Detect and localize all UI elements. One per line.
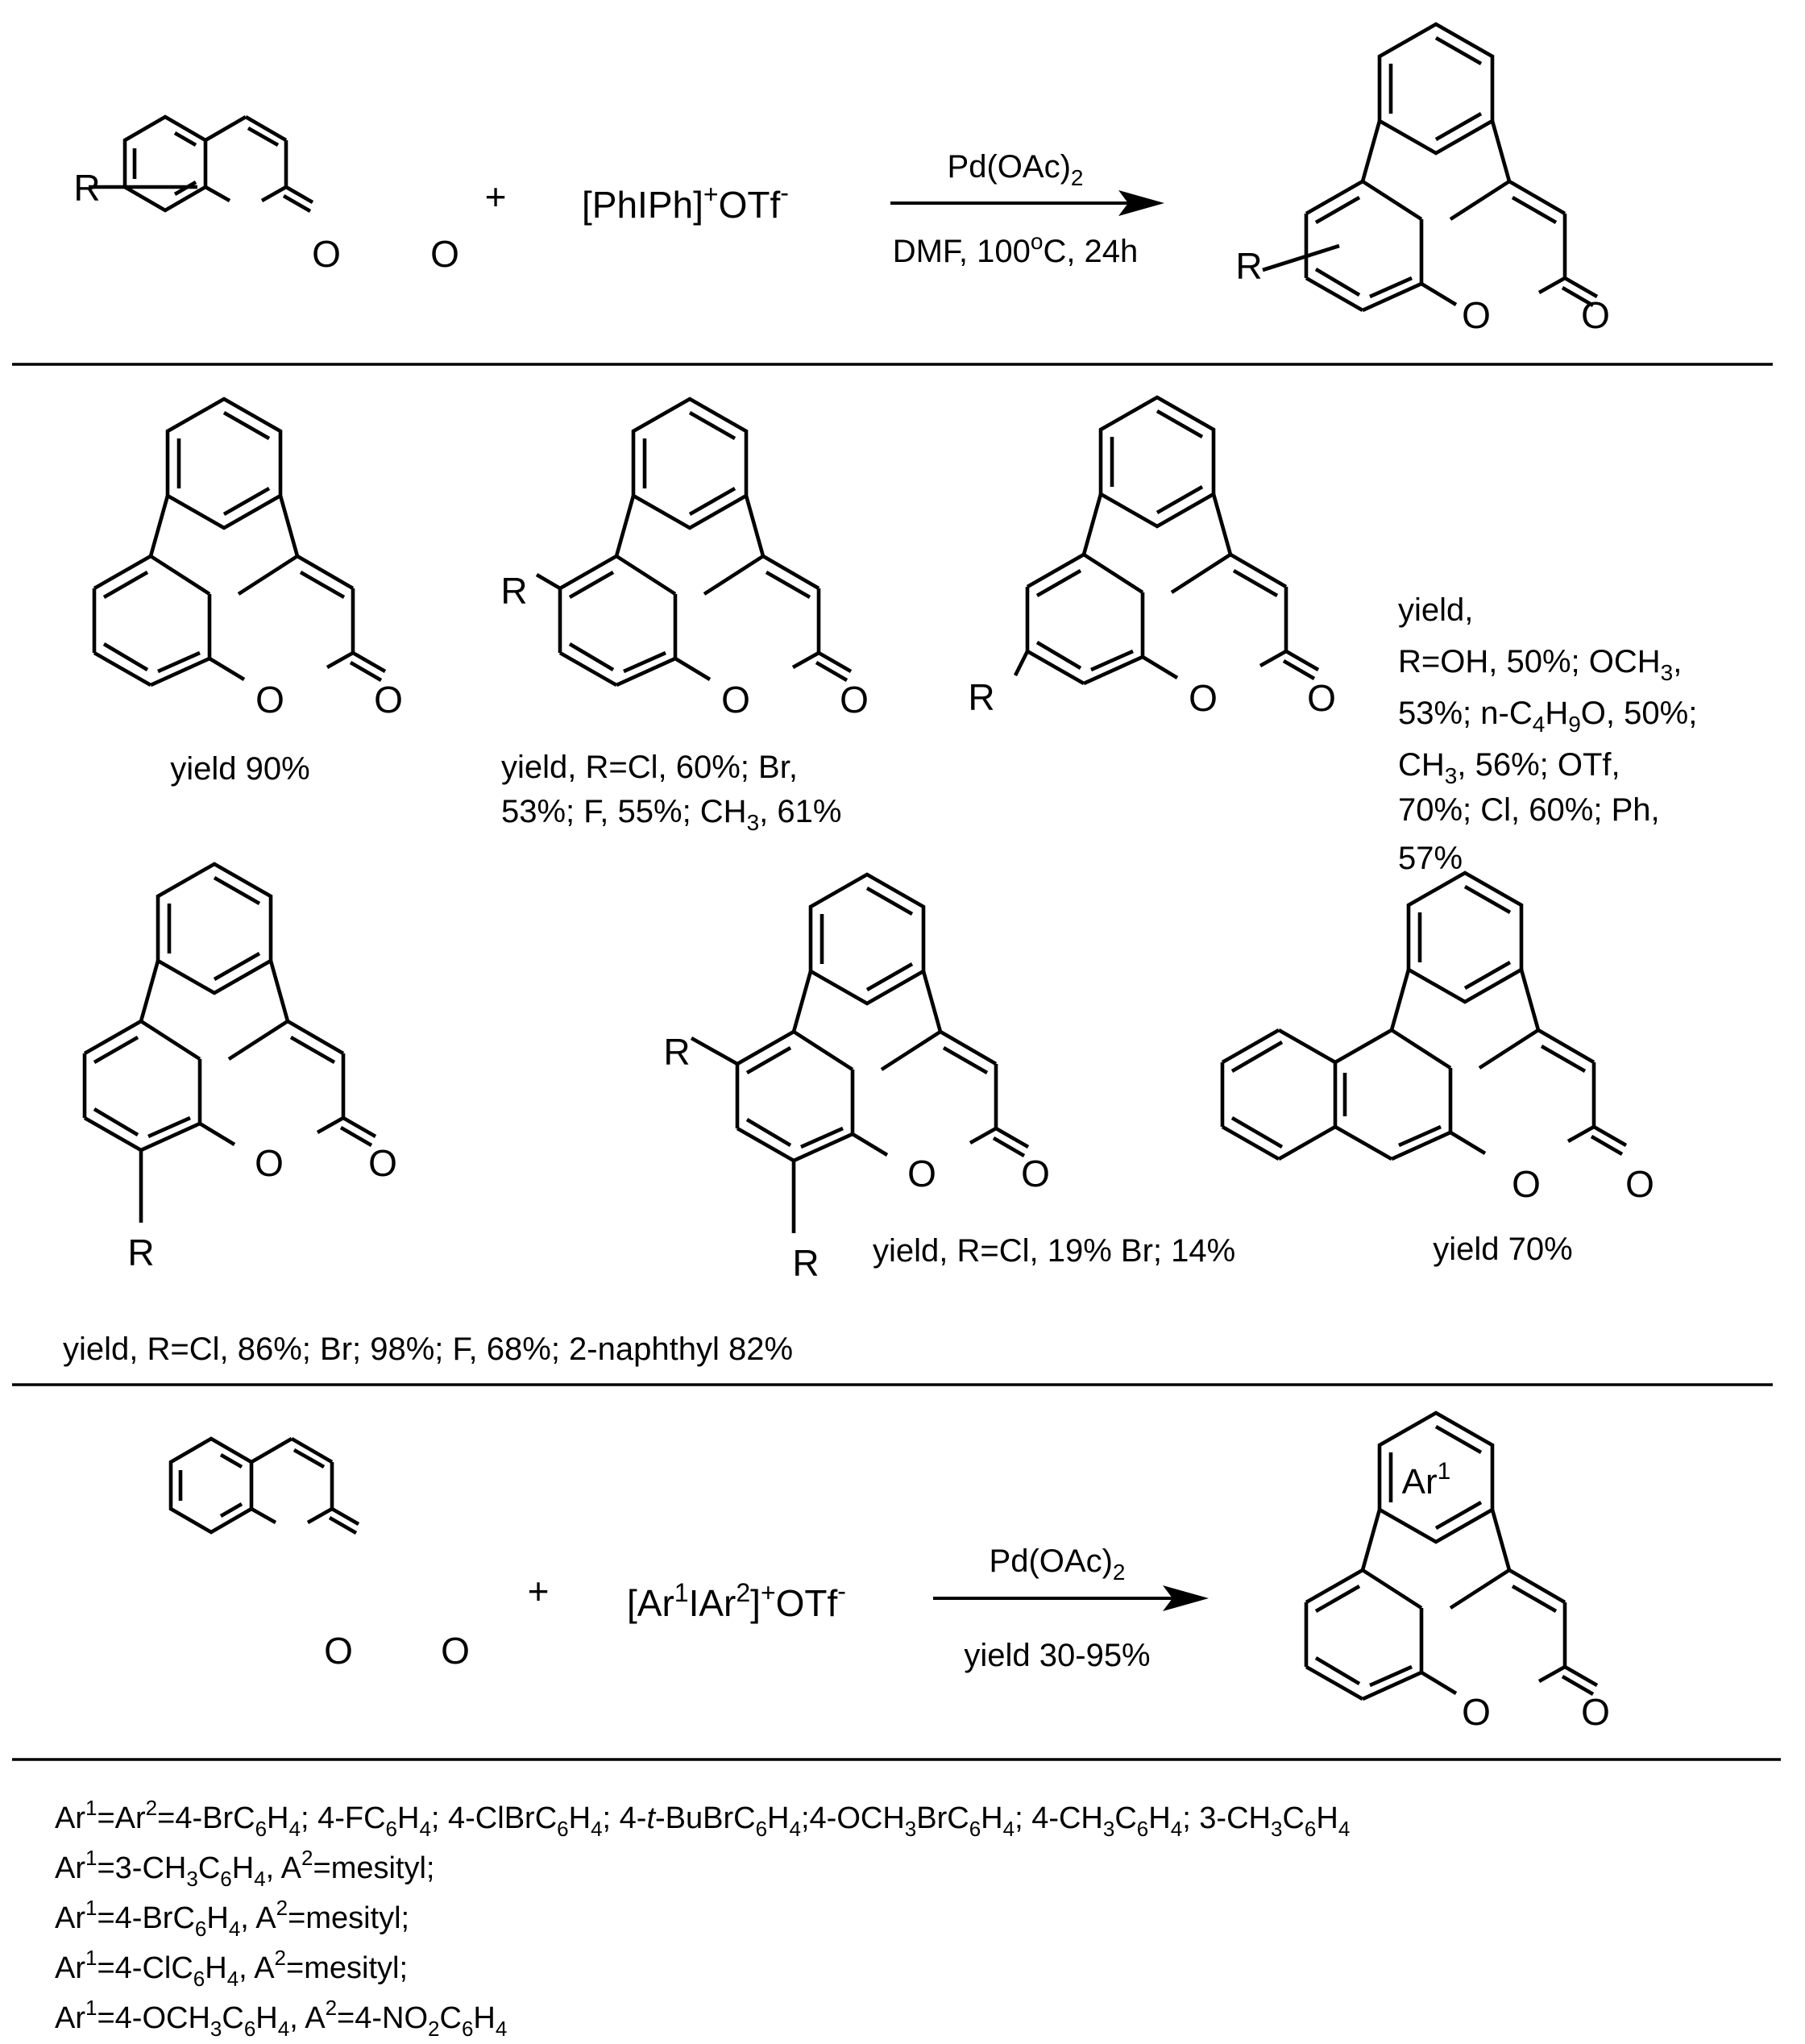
r-substituent-label: R [968, 676, 995, 718]
ring-oxygen-label: O [324, 1630, 353, 1672]
yield-label-p2-line1: yield, R=Cl, 60%; Br, [501, 750, 798, 785]
ring-oxygen-label: O [1189, 677, 1218, 719]
footnote-line-4: $Ar^1=4-ClC_6H_4$, $A^2=mesityl$; [55, 1946, 408, 1991]
ring-oxygen-label: O [907, 1153, 936, 1194]
ring-oxygen-label: O [255, 1142, 284, 1184]
yield-label-p1: yield 90% [170, 751, 310, 787]
carbonyl-oxygen-label: O [1307, 677, 1336, 719]
plus-sign-1: + [484, 176, 507, 218]
product-r-disubstituted [663, 875, 1050, 1284]
carbonyl-oxygen-label: O [840, 679, 869, 721]
yield-label-p3-line6: 57% [1398, 841, 1463, 876]
yield-label-p3-line5: 70%; Cl, 60%; Ph, [1398, 792, 1660, 828]
ring-oxygen-label: O [1512, 1163, 1541, 1205]
aryl-ring-label: Ar$^1$ [1401, 1458, 1451, 1502]
product-unsubstituted [94, 399, 403, 721]
yield-label-scheme2: yield 30-95% [964, 1638, 1151, 1673]
footnote-line-2: $Ar^1=3-CH_3C_6H_4$, $A^2=mesityl$; [55, 1846, 435, 1891]
reagent-2: [Ar$^1$IAr$^2$]+OTf- [627, 1577, 846, 1624]
r-substituent-label: R [500, 570, 528, 612]
carbonyl-oxygen-label: O [374, 679, 403, 721]
yield-label-p4: yield, R=Cl, 86%; Br; 98%; F, 68%; 2-naphthyl 82% [63, 1332, 794, 1367]
carbonyl-oxygen-label: O [368, 1142, 397, 1184]
reagent-1: [PhIPh]+OTf- [582, 178, 789, 226]
r-substituent-label-top: R [663, 1031, 691, 1073]
footnote-line-3: $Ar^1=4-BrC_6H_4$, $A^2=mesityl$; [55, 1896, 410, 1941]
fluorenocoumarin-product-2 [1306, 1413, 1610, 1733]
yield-label-p3 [1398, 592, 1697, 876]
yield-label-p3-line3: 53%; $n-C_4H_9O$, 50%; [1398, 696, 1698, 737]
yield-label-p5: yield, R=Cl, 19% Br; 14% [873, 1233, 1236, 1269]
ring-oxygen-label: O [1462, 294, 1491, 336]
plus-sign-2: + [527, 1570, 550, 1612]
product-r-substituted-b [968, 397, 1336, 719]
catalyst-2: $Pd(OAc)_2$ [989, 1543, 1126, 1585]
fluorenocoumarin-product-1 [1235, 24, 1610, 336]
catalyst-1: $Pd(OAc)_2$ [947, 149, 1084, 190]
carbonyl-oxygen-label: O [1581, 294, 1610, 336]
yield-label-p3-line1: yield, [1398, 592, 1474, 628]
ring-oxygen-label: O [255, 679, 284, 721]
footnotes [55, 1796, 1350, 2041]
carbonyl-oxygen-label: O [1625, 1163, 1654, 1205]
ring-oxygen-label: O [312, 233, 341, 275]
ring-oxygen-label: O [1462, 1691, 1491, 1733]
footnote-line-1: $Ar^1=Ar^2=4-BrC_6H_4$; $4-FC_6H_4$; $4-ClBrC_6H_4$; $4-t-BuBrC_6H_4;4-OCH_3BrC_6H_4$; $4-CH_3C_6H_4$; $3-CH_3C_6H_4$ [55, 1796, 1351, 1841]
product-r-substituted-c [85, 864, 397, 1273]
r-substituent-label: R [73, 167, 101, 209]
ring-oxygen-label: O [721, 679, 750, 721]
yield-label-p6: yield 70% [1433, 1232, 1573, 1267]
footnote-line-5: $Ar^1=4-OCH_3C_6H_4$, $A^2=4-NO_2C_6H_4$ [55, 1996, 508, 2041]
r-substituent-label: R [1235, 245, 1263, 287]
carbonyl-oxygen-label: O [1021, 1153, 1050, 1194]
r-substituent-label-bottom: R [792, 1242, 820, 1284]
conditions-1: DMF, 100$^o$C, 24h [892, 229, 1139, 269]
yield-label-p3-line4: $CH_3$, 56%; OTf, [1398, 747, 1620, 788]
coumarin-reactant-1 [73, 117, 459, 275]
carbonyl-oxygen-label: O [1581, 1691, 1610, 1733]
coumarin-reactant-2 [171, 1439, 470, 1672]
r-substituent-label: R [127, 1232, 155, 1273]
yield-label-p2-line2: 53%; F, 55%; $CH_3$, 61% [501, 794, 842, 835]
product-naphtho-fused [1222, 873, 1654, 1205]
carbonyl-oxygen-label: O [430, 233, 459, 275]
carbonyl-oxygen-label: O [441, 1630, 470, 1672]
yield-label-p3-line2: R=OH, 50%; $OCH_3$, [1398, 644, 1683, 685]
product-r-substituted-a [500, 399, 869, 721]
